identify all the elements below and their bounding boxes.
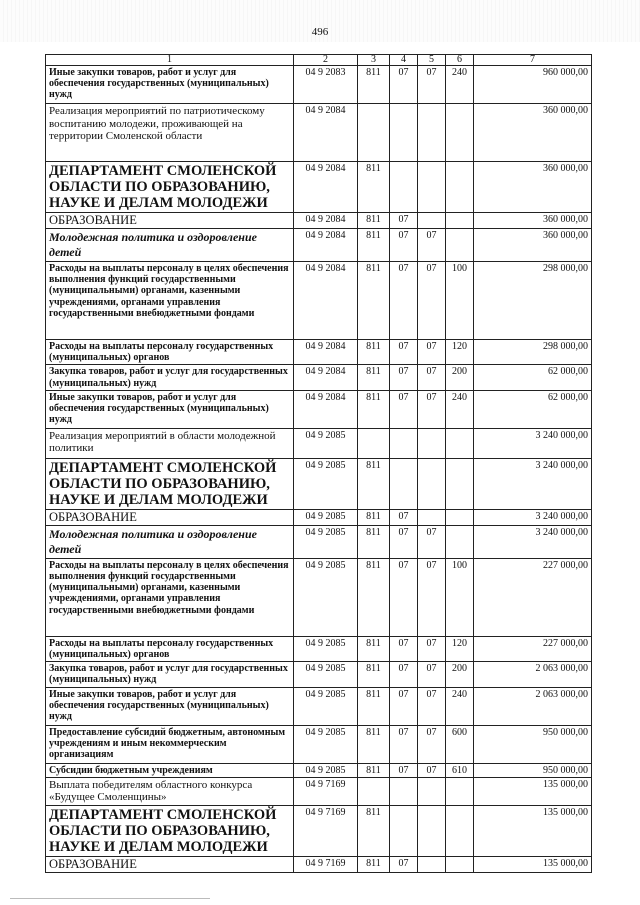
row-col6-cell	[446, 525, 474, 558]
table-row	[46, 856, 592, 872]
row-code-cell: 04 9 2085	[294, 509, 358, 525]
table-row	[46, 687, 592, 725]
budget-table	[45, 54, 592, 873]
table-row	[46, 428, 592, 458]
row-col5-cell: 07	[418, 390, 446, 428]
row-col6-cell: 200	[446, 365, 474, 390]
row-name-cell: ОБРАЗОВАНИЕ	[46, 213, 294, 229]
row-code-cell: 04 9 2084	[294, 162, 358, 213]
row-col4-cell: 07	[390, 390, 418, 428]
row-code-cell: 04 9 2083	[294, 66, 358, 104]
row-col5-cell	[418, 509, 446, 525]
row-col5-cell: 07	[418, 636, 446, 661]
row-col6-cell: 240	[446, 687, 474, 725]
row-name-cell: Молодежная политика и оздоровление детей	[46, 229, 294, 262]
row-col3-cell: 811	[358, 340, 390, 365]
row-amount-cell: 135 000,00	[474, 805, 592, 856]
row-col5-cell	[418, 428, 446, 458]
row-col6-cell: 100	[446, 262, 474, 340]
row-name-cell: ОБРАЗОВАНИЕ	[46, 509, 294, 525]
table-row	[46, 390, 592, 428]
row-col6-cell	[446, 856, 474, 872]
row-code-cell: 04 9 2085	[294, 525, 358, 558]
row-code-cell: 04 9 2085	[294, 687, 358, 725]
row-col3-cell: 811	[358, 229, 390, 262]
row-col4-cell	[390, 104, 418, 162]
row-name-cell: Расходы на выплаты персоналу государственных (муниципальных) органов	[46, 636, 294, 661]
row-col4-cell: 07	[390, 558, 418, 636]
header-col-5: 5	[418, 55, 446, 66]
row-col4-cell	[390, 458, 418, 509]
row-col3-cell: 811	[358, 805, 390, 856]
row-name-cell: ДЕПАРТАМЕНТ СМОЛЕНСКОЙ ОБЛАСТИ ПО ОБРАЗОВАНИЮ, НАУКЕ И ДЕЛАМ МОЛОДЕЖИ	[46, 162, 294, 213]
row-col3-cell	[358, 777, 390, 805]
row-col3-cell: 811	[358, 763, 390, 777]
row-col5-cell	[418, 213, 446, 229]
row-col4-cell: 07	[390, 229, 418, 262]
row-col4-cell: 07	[390, 340, 418, 365]
row-col3-cell: 811	[358, 509, 390, 525]
row-code-cell: 04 9 2085	[294, 458, 358, 509]
row-col3-cell: 811	[358, 458, 390, 509]
row-col4-cell: 07	[390, 763, 418, 777]
row-col4-cell: 07	[390, 262, 418, 340]
row-col4-cell: 07	[390, 636, 418, 661]
row-name-cell: Молодежная политика и оздоровление детей	[46, 525, 294, 558]
row-code-cell: 04 9 2084	[294, 390, 358, 428]
row-col5-cell	[418, 777, 446, 805]
row-col3-cell: 811	[358, 687, 390, 725]
row-name-cell: Расходы на выплаты персоналу в целях обеспечения выполнения функций государственными (муниципальными) органами, казенными учреждениями, органами управления государственными внебюджетными фондами	[46, 558, 294, 636]
header-col-2: 2	[294, 55, 358, 66]
row-code-cell: 04 9 2085	[294, 428, 358, 458]
row-name-cell: Субсидии бюджетным учреждениям	[46, 763, 294, 777]
table-row	[46, 805, 592, 856]
row-col5-cell	[418, 458, 446, 509]
header-row	[46, 55, 592, 66]
table-row	[46, 213, 592, 229]
row-amount-cell: 298 000,00	[474, 262, 592, 340]
row-amount-cell: 360 000,00	[474, 104, 592, 162]
row-col6-cell	[446, 229, 474, 262]
row-col5-cell: 07	[418, 558, 446, 636]
table-row	[46, 525, 592, 558]
row-col5-cell	[418, 162, 446, 213]
row-amount-cell: 360 000,00	[474, 162, 592, 213]
row-col6-cell: 240	[446, 66, 474, 104]
header-col-1: 1	[46, 55, 294, 66]
row-amount-cell: 62 000,00	[474, 390, 592, 428]
row-col3-cell: 811	[358, 213, 390, 229]
row-col5-cell: 07	[418, 66, 446, 104]
row-amount-cell: 227 000,00	[474, 558, 592, 636]
row-col5-cell: 07	[418, 229, 446, 262]
row-col4-cell: 07	[390, 365, 418, 390]
row-code-cell: 04 9 2085	[294, 725, 358, 763]
row-col4-cell: 07	[390, 856, 418, 872]
row-col5-cell	[418, 805, 446, 856]
row-col3-cell: 811	[358, 558, 390, 636]
row-amount-cell: 135 000,00	[474, 856, 592, 872]
row-col4-cell: 07	[390, 687, 418, 725]
row-col6-cell	[446, 777, 474, 805]
row-col3-cell: 811	[358, 725, 390, 763]
table-body	[46, 66, 592, 873]
table-row	[46, 763, 592, 777]
row-name-cell: Закупка товаров, работ и услуг для государственных (муниципальных) нужд	[46, 365, 294, 390]
row-col6-cell: 610	[446, 763, 474, 777]
row-col6-cell: 200	[446, 662, 474, 687]
table-row	[46, 340, 592, 365]
table-row	[46, 558, 592, 636]
row-code-cell: 04 9 2085	[294, 662, 358, 687]
row-col4-cell: 07	[390, 66, 418, 104]
row-amount-cell: 2 063 000,00	[474, 687, 592, 725]
row-col4-cell	[390, 428, 418, 458]
row-col6-cell	[446, 805, 474, 856]
row-col3-cell	[358, 428, 390, 458]
row-amount-cell: 360 000,00	[474, 229, 592, 262]
row-amount-cell: 2 063 000,00	[474, 662, 592, 687]
row-col5-cell: 07	[418, 763, 446, 777]
row-col5-cell: 07	[418, 725, 446, 763]
row-amount-cell: 360 000,00	[474, 213, 592, 229]
row-col6-cell	[446, 104, 474, 162]
row-name-cell: Расходы на выплаты персоналу в целях обеспечения выполнения функций государственными (муниципальными) органами, казенными учреждениями, органами управления государственными внебюджетными фондами	[46, 262, 294, 340]
row-col3-cell: 811	[358, 162, 390, 213]
row-name-cell: Реализация мероприятий по патриотическому воспитанию молодежи, проживающей на территории Смоленской области	[46, 104, 294, 162]
row-code-cell: 04 9 2084	[294, 262, 358, 340]
row-name-cell: Предоставление субсидий бюджетным, автономным учреждениям и иным некоммерческим организациям	[46, 725, 294, 763]
row-code-cell: 04 9 7169	[294, 777, 358, 805]
row-name-cell: Реализация мероприятий в области молодежной политики	[46, 428, 294, 458]
row-code-cell: 04 9 2085	[294, 763, 358, 777]
row-amount-cell: 3 240 000,00	[474, 509, 592, 525]
row-col3-cell: 811	[358, 390, 390, 428]
row-col6-cell: 120	[446, 636, 474, 661]
row-code-cell: 04 9 2084	[294, 104, 358, 162]
row-col6-cell	[446, 162, 474, 213]
row-code-cell: 04 9 7169	[294, 805, 358, 856]
row-col3-cell: 811	[358, 66, 390, 104]
row-code-cell: 04 9 2084	[294, 229, 358, 262]
row-col3-cell: 811	[358, 262, 390, 340]
table-row	[46, 162, 592, 213]
row-amount-cell: 3 240 000,00	[474, 428, 592, 458]
scan-edge-line	[10, 898, 210, 899]
row-col6-cell: 600	[446, 725, 474, 763]
table-row	[46, 229, 592, 262]
row-amount-cell: 298 000,00	[474, 340, 592, 365]
row-col4-cell: 07	[390, 725, 418, 763]
row-col5-cell: 07	[418, 525, 446, 558]
table-row	[46, 365, 592, 390]
row-amount-cell: 227 000,00	[474, 636, 592, 661]
row-col6-cell	[446, 213, 474, 229]
row-amount-cell: 950 000,00	[474, 725, 592, 763]
row-col3-cell: 811	[358, 662, 390, 687]
row-amount-cell: 3 240 000,00	[474, 525, 592, 558]
row-col6-cell: 100	[446, 558, 474, 636]
row-code-cell: 04 9 7169	[294, 856, 358, 872]
row-col3-cell	[358, 104, 390, 162]
table-row	[46, 509, 592, 525]
row-amount-cell: 62 000,00	[474, 365, 592, 390]
row-col5-cell: 07	[418, 365, 446, 390]
table-row	[46, 725, 592, 763]
row-col3-cell: 811	[358, 636, 390, 661]
row-col4-cell: 07	[390, 213, 418, 229]
row-col5-cell: 07	[418, 662, 446, 687]
row-amount-cell: 960 000,00	[474, 66, 592, 104]
row-name-cell: Иные закупки товаров, работ и услуг для обеспечения государственных (муниципальных) нужд	[46, 66, 294, 104]
row-name-cell: ДЕПАРТАМЕНТ СМОЛЕНСКОЙ ОБЛАСТИ ПО ОБРАЗОВАНИЮ, НАУКЕ И ДЕЛАМ МОЛОДЕЖИ	[46, 805, 294, 856]
table-row	[46, 262, 592, 340]
row-col5-cell	[418, 104, 446, 162]
row-col5-cell: 07	[418, 687, 446, 725]
table-row	[46, 662, 592, 687]
row-code-cell: 04 9 2084	[294, 365, 358, 390]
row-name-cell: ДЕПАРТАМЕНТ СМОЛЕНСКОЙ ОБЛАСТИ ПО ОБРАЗОВАНИЮ, НАУКЕ И ДЕЛАМ МОЛОДЕЖИ	[46, 458, 294, 509]
row-col5-cell	[418, 856, 446, 872]
row-name-cell: Иные закупки товаров, работ и услуг для обеспечения государственных (муниципальных) нужд	[46, 390, 294, 428]
row-col4-cell	[390, 777, 418, 805]
row-code-cell: 04 9 2084	[294, 213, 358, 229]
header-col-6: 6	[446, 55, 474, 66]
row-code-cell: 04 9 2084	[294, 340, 358, 365]
row-col5-cell: 07	[418, 340, 446, 365]
table-row	[46, 458, 592, 509]
row-col3-cell: 811	[358, 365, 390, 390]
header-col-4: 4	[390, 55, 418, 66]
header-col-7: 7	[474, 55, 592, 66]
row-amount-cell: 950 000,00	[474, 763, 592, 777]
row-col6-cell	[446, 458, 474, 509]
row-name-cell: Закупка товаров, работ и услуг для государственных (муниципальных) нужд	[46, 662, 294, 687]
row-col4-cell: 07	[390, 662, 418, 687]
table-row	[46, 777, 592, 805]
row-col6-cell: 120	[446, 340, 474, 365]
row-col4-cell: 07	[390, 509, 418, 525]
table-row	[46, 636, 592, 661]
row-col4-cell	[390, 805, 418, 856]
row-col3-cell: 811	[358, 856, 390, 872]
table-row	[46, 104, 592, 162]
row-amount-cell: 3 240 000,00	[474, 458, 592, 509]
row-name-cell: Выплата победителям областного конкурса «Будущее Смоленщины»	[46, 777, 294, 805]
row-name-cell: ОБРАЗОВАНИЕ	[46, 856, 294, 872]
row-name-cell: Расходы на выплаты персоналу государственных (муниципальных) органов	[46, 340, 294, 365]
row-code-cell: 04 9 2085	[294, 558, 358, 636]
row-code-cell: 04 9 2085	[294, 636, 358, 661]
row-col4-cell: 07	[390, 525, 418, 558]
row-col6-cell	[446, 509, 474, 525]
row-col5-cell: 07	[418, 262, 446, 340]
row-name-cell: Иные закупки товаров, работ и услуг для обеспечения государственных (муниципальных) нужд	[46, 687, 294, 725]
table-row	[46, 66, 592, 104]
row-col4-cell	[390, 162, 418, 213]
row-col3-cell: 811	[358, 525, 390, 558]
header-col-3: 3	[358, 55, 390, 66]
row-col6-cell: 240	[446, 390, 474, 428]
row-col6-cell	[446, 428, 474, 458]
row-amount-cell: 135 000,00	[474, 777, 592, 805]
page-number: 496	[311, 26, 329, 38]
